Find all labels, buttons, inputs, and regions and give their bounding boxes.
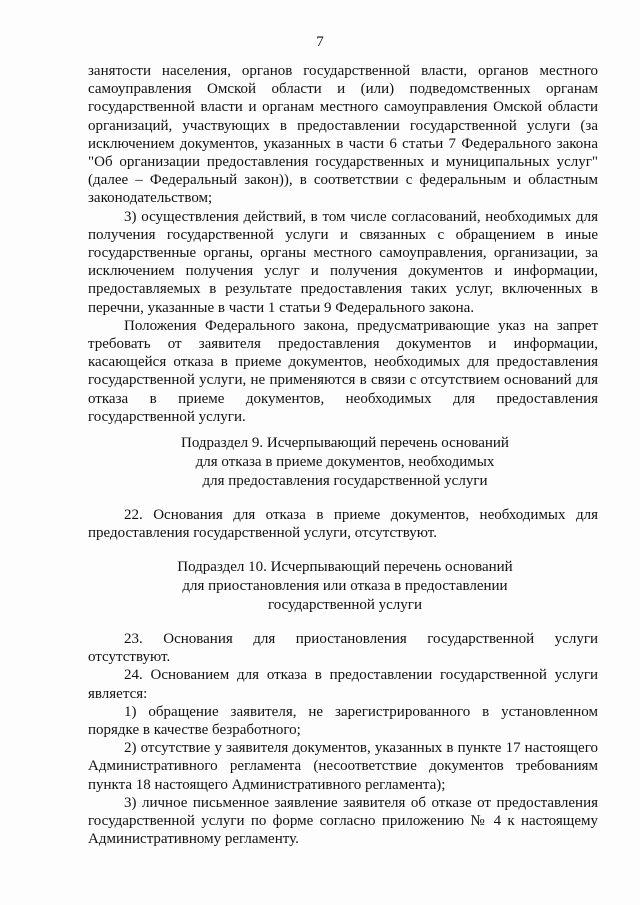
subsection-9-heading — [120, 434, 570, 491]
paragraph-23: 23. Основания для приостановления государственной услуги отсутствуют. — [88, 631, 598, 666]
heading-line: для приостановления или отказа в предоставлении — [182, 578, 508, 594]
paragraph-continuation: занятости населения, органов государственной власти, органов местного самоуправления Омской области и (или) подведомственных органам государственной власти и органам местного самоуправления Омской области организаций, участвующих в предоставлении государственной услуги (за исключением документов, указанных в части 6 статьи 7 Федерального закона "Об организации предоставления государственных и муниципальных услуг" (далее – Федеральный закон)), в соответствии с федеральным и областным законодательством; — [88, 63, 598, 207]
paragraph-24: 24. Основанием для отказа в предоставлении государственной услуги является: — [88, 667, 598, 702]
paragraph-item-3: 3) осуществления действий, в том числе согласований, необходимых для получения государственной услуги и связанных с обращением в иные государственные органы, органы местного самоуправления, организации, за исключением получения услуг и получения документов и информации, предоставляемых в результате предоставления таких услуг, включенных в перечни, указанные в части 1 статьи 9 Федерального закона. — [88, 208, 598, 316]
heading-line: Подраздел 9. Исчерпывающий перечень оснований — [181, 435, 509, 451]
text-block-top — [88, 62, 598, 426]
page-number: 7 — [316, 34, 324, 50]
heading-line: для отказа в приеме документов, необходимых — [195, 454, 495, 470]
text-block-22 — [88, 506, 598, 542]
paragraph-24-item-3: 3) личное письменное заявление заявителя об отказе от предоставления государственной услуги по форме согласно приложению № 4 к настоящему Административному регламенту. — [88, 794, 598, 848]
paragraph-22: 22. Основания для отказа в приеме документов, необходимых для предоставления государственной услуги, отсутствуют. — [88, 507, 598, 542]
text-block-bottom — [88, 630, 598, 848]
heading-line: Подраздел 10. Исчерпывающий перечень оснований — [177, 559, 513, 575]
paragraph-federal-law-provisions: Положения Федерального закона, предусматривающие указ на запрет требовать от заявителя предоставления документов и информации, касающейся отказа в приеме документов, необходимых для предоставления государственной услуги, не применяются в связи с отсутствием оснований для отказа в приеме документов, необходимых для предоставления государственной услуги. — [88, 317, 598, 425]
heading-line: для предоставления государственной услуги — [202, 473, 488, 489]
paragraph-24-item-1: 1) обращение заявителя, не зарегистрированного в установленном порядке в качестве безработного; — [88, 703, 598, 739]
subsection-10-heading — [120, 558, 570, 615]
heading-line: государственной услуги — [268, 597, 422, 613]
paragraph-24-item-2: 2) отсутствие у заявителя документов, указанных в пункте 17 настоящего Административного регламента (несоответствие документов требованиям пункта 18 настоящего Административного регламента); — [88, 740, 598, 793]
